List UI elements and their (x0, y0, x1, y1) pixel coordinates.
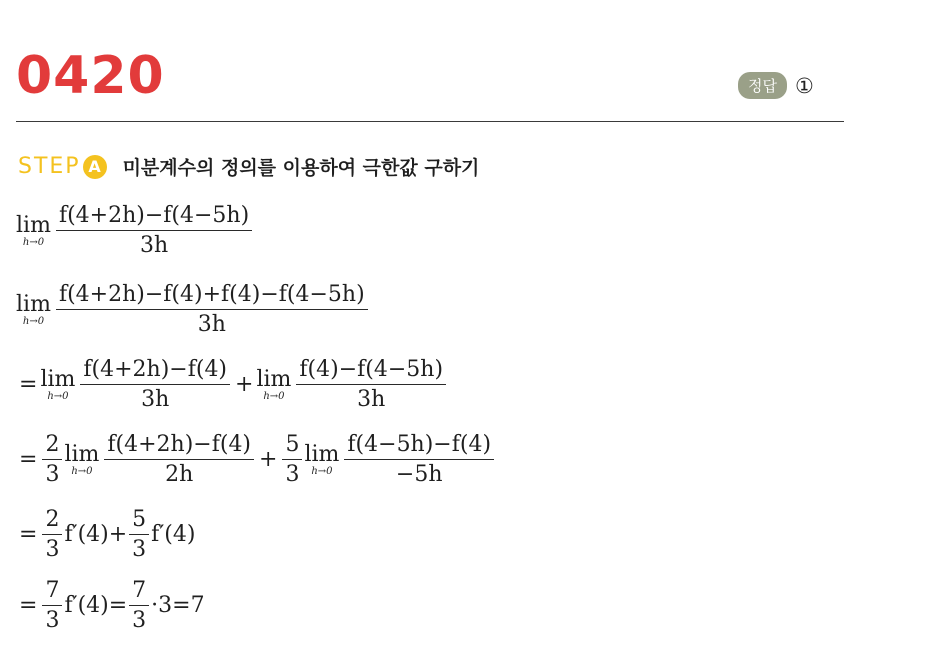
limit-subscript: h→0 (311, 465, 333, 477)
fraction (344, 432, 494, 488)
equals-sign: = (19, 372, 38, 398)
answer-value: ① (794, 73, 814, 98)
step-label: STEP (18, 154, 81, 179)
fraction-numerator: f(4+2h)−f(4) (104, 432, 254, 460)
derivative-term: f′(4)+ (64, 522, 128, 548)
fraction (56, 203, 252, 259)
fraction (80, 357, 230, 413)
fraction-denominator: 3h (141, 387, 170, 413)
answer-badge: 정답 (738, 72, 787, 99)
fraction-numerator: f(4+2h)−f(4−5h) (56, 203, 252, 231)
fraction-numerator: 7 (42, 578, 62, 606)
fraction-numerator: 7 (129, 578, 149, 606)
fraction-denominator: −5h (395, 462, 443, 488)
limit-subscript: h→0 (22, 236, 45, 248)
limit-word: lim (16, 212, 51, 238)
plus-sign: + (235, 372, 254, 398)
step-title: 미분계수의 정의를 이용하여 극한값 구하기 (122, 157, 480, 179)
limit-word: lim (304, 441, 340, 467)
problem-number: 0420 (16, 46, 165, 106)
fraction-numerator: f(4−5h)−f(4) (344, 432, 494, 460)
fraction-numerator: 5 (282, 432, 302, 460)
limit-subscript: h→0 (47, 390, 69, 402)
final-result: ·3=7 (151, 593, 205, 619)
fraction-denominator: 2h (165, 462, 194, 488)
limit-subscript: h→0 (71, 465, 93, 477)
solution-line-2 (16, 282, 370, 338)
fraction-denominator: 3 (45, 537, 60, 563)
solution-line-1 (16, 203, 254, 259)
solution-line-3 (16, 357, 448, 413)
coefficient-fraction (282, 432, 302, 488)
equals-sign: = (19, 593, 38, 619)
fraction-denominator: 3h (357, 387, 386, 413)
fraction-denominator: 3h (197, 312, 226, 338)
solution-line-4 (16, 432, 496, 488)
fraction-numerator: 2 (42, 507, 62, 535)
coefficient-fraction (42, 432, 62, 488)
derivative-term: f′(4)= (64, 593, 128, 619)
limit-subscript: h→0 (263, 390, 285, 402)
limit-operator (64, 443, 99, 477)
plus-sign: + (259, 447, 278, 473)
limit-operator (40, 368, 75, 402)
fraction-denominator: 3 (132, 608, 147, 634)
coefficient-fraction (129, 578, 149, 634)
fraction-numerator: f(4+2h)−f(4)+f(4)−f(4−5h) (56, 282, 368, 310)
solution-line-6 (16, 578, 205, 634)
limit-operator (16, 293, 51, 327)
limit-word: lim (40, 366, 76, 392)
fraction-numerator: f(4+2h)−f(4) (80, 357, 230, 385)
limit-operator (304, 443, 339, 477)
fraction-denominator: 3 (45, 608, 60, 634)
limit-word: lim (64, 441, 100, 467)
solution-line-5 (16, 507, 195, 563)
derivative-term: f′(4) (151, 522, 196, 548)
fraction-numerator: 2 (42, 432, 62, 460)
limit-operator (16, 214, 51, 248)
limit-operator (256, 368, 291, 402)
fraction-denominator: 3 (132, 537, 147, 563)
equals-sign: = (19, 447, 38, 473)
step-letter-badge: A (83, 155, 107, 179)
fraction-denominator: 3 (45, 462, 60, 488)
coefficient-fraction (42, 507, 62, 563)
coefficient-fraction (129, 507, 149, 563)
fraction (56, 282, 368, 338)
equals-sign: = (19, 522, 38, 548)
fraction-numerator: 5 (129, 507, 149, 535)
limit-word: lim (16, 291, 51, 317)
fraction-numerator: f(4)−f(4−5h) (296, 357, 446, 385)
coefficient-fraction (42, 578, 62, 634)
limit-subscript: h→0 (22, 315, 45, 327)
limit-word: lim (256, 366, 292, 392)
fraction-denominator: 3h (139, 233, 169, 259)
fraction (296, 357, 446, 413)
fraction-denominator: 3 (285, 462, 300, 488)
fraction (104, 432, 254, 488)
